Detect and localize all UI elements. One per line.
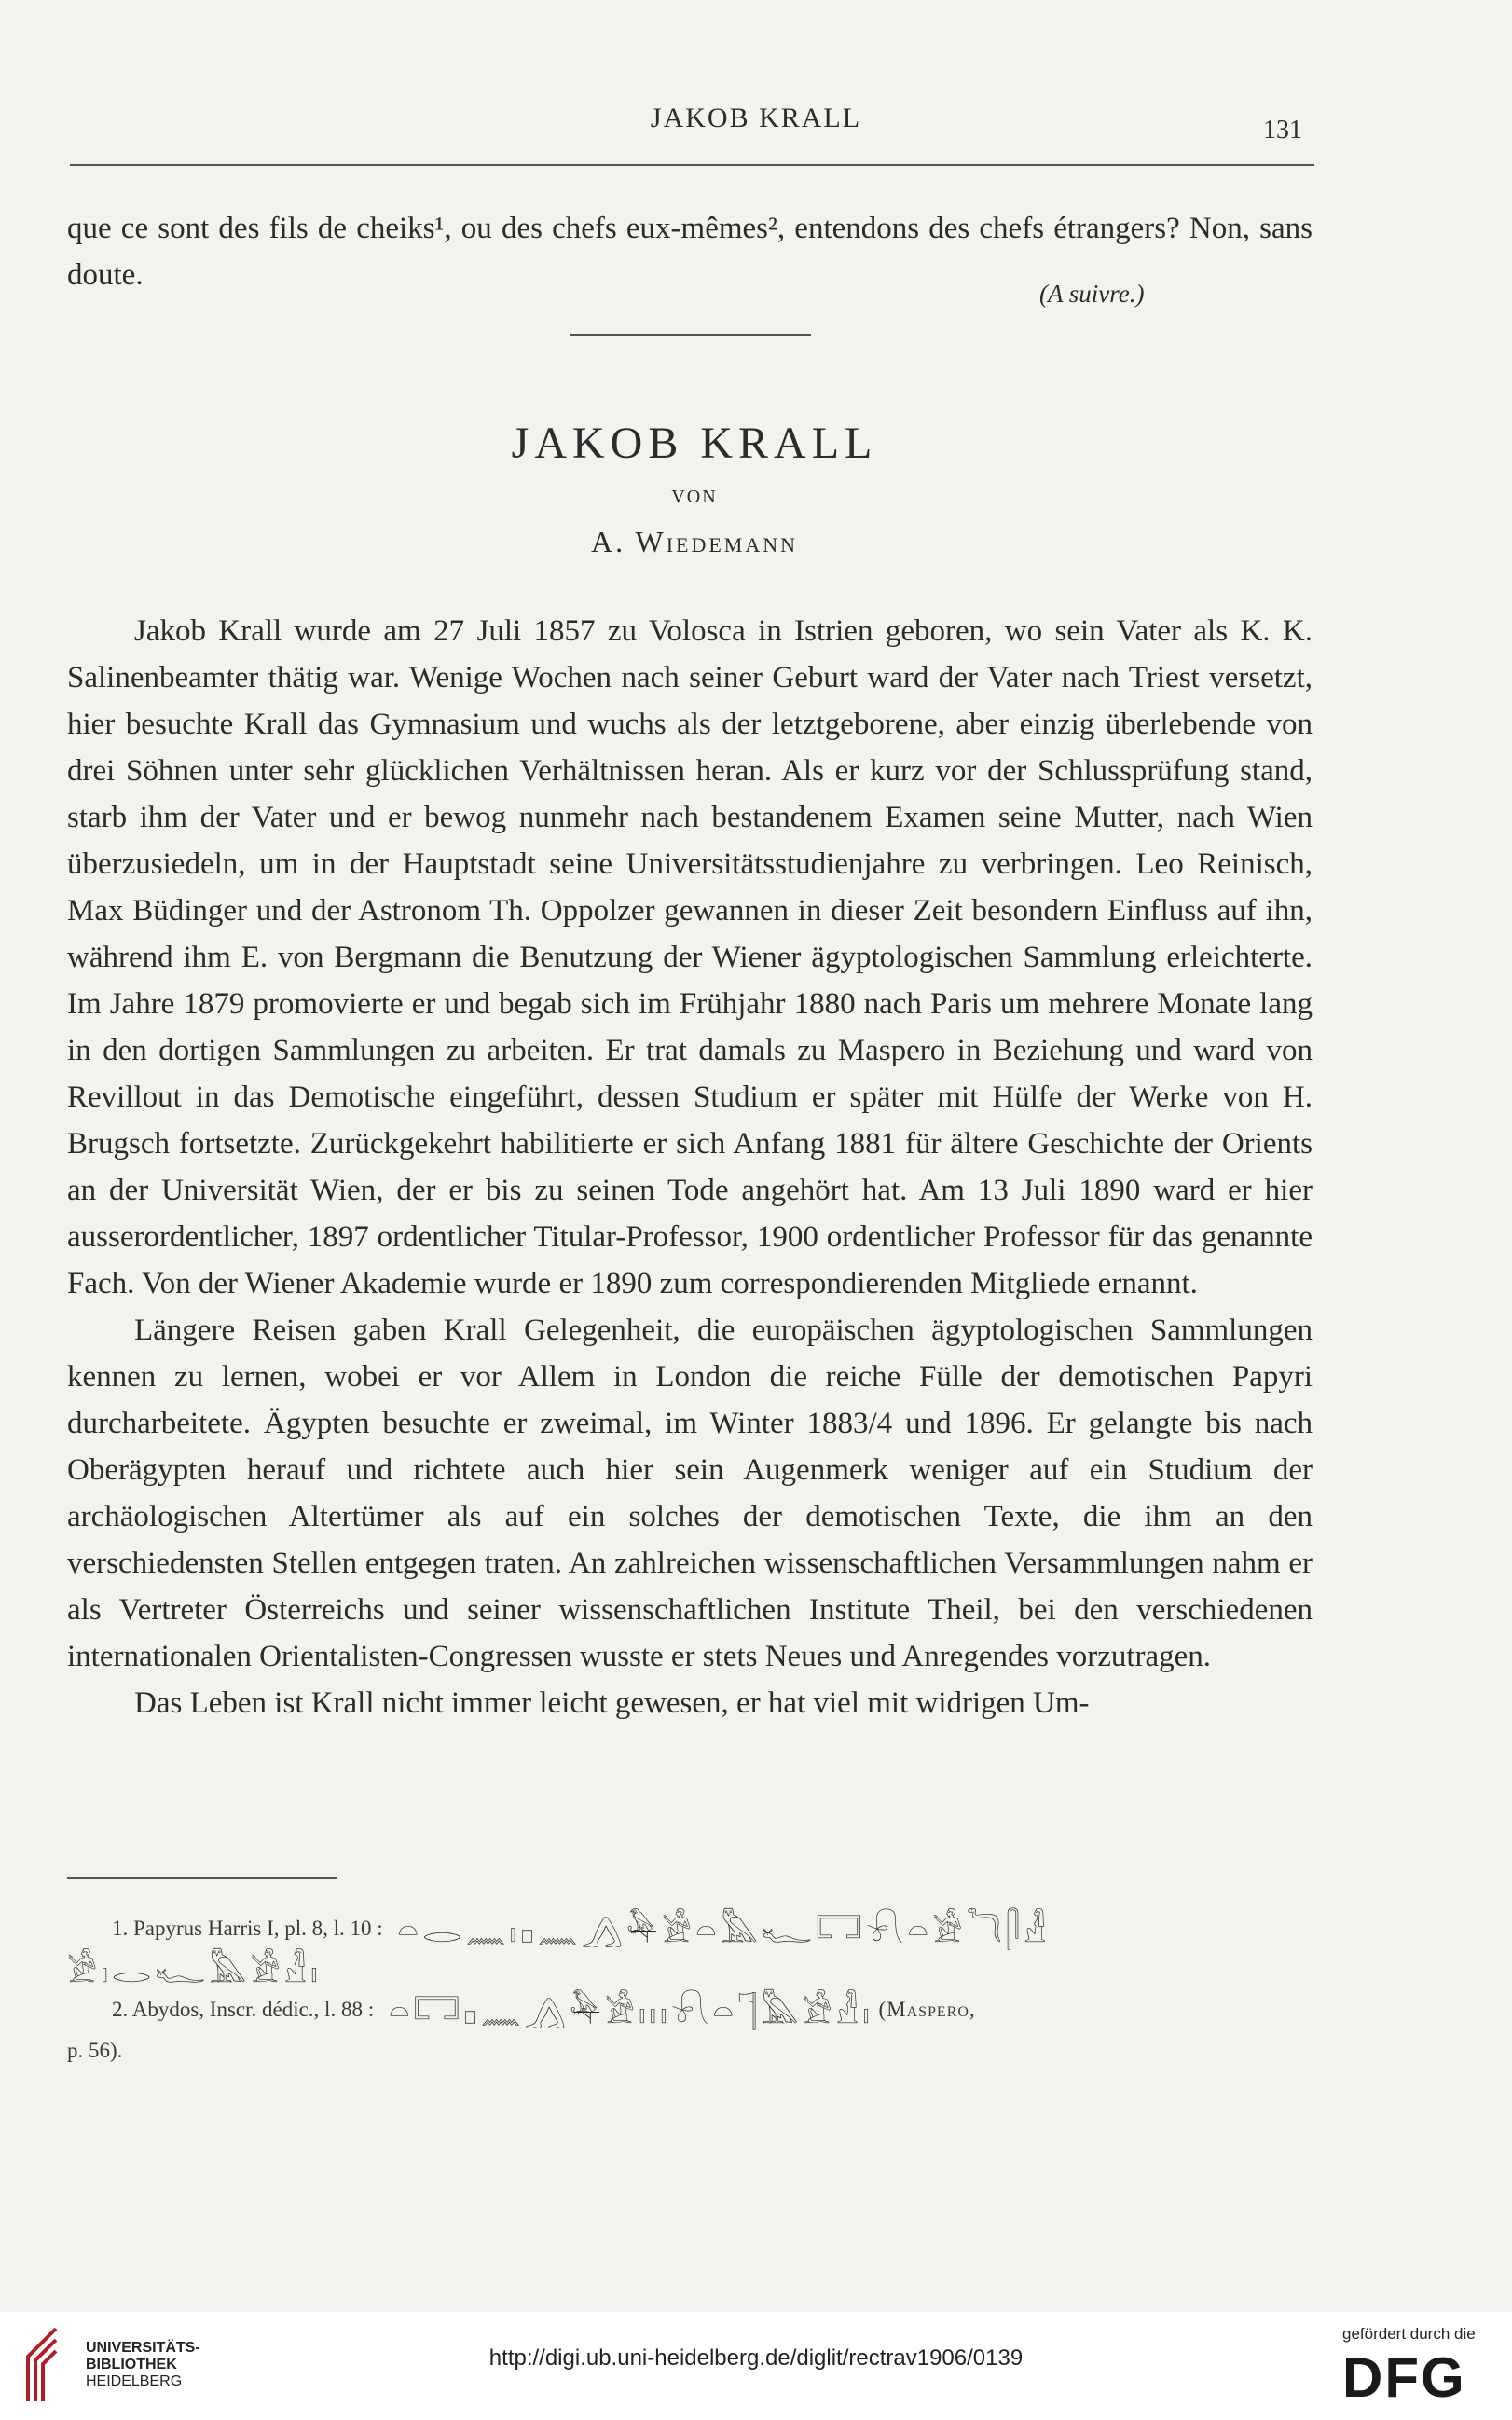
hieroglyph-text: 𓏏𓉐𓊪𓈖𓂻𓅆𓀀𓏤𓏤𓏤𓍯𓏏𓊹𓅓𓀀𓁐𓏤 <box>388 1993 873 2031</box>
dfg-logo: DFG <box>1342 2346 1466 2409</box>
permalink-url[interactable]: http://digi.ub.uni-heidelberg.de/diglit/rectrav1906/0139 <box>488 2345 1024 2371</box>
library-line: BIBLIOTHEK <box>86 2357 177 2372</box>
byline-von: VON <box>671 487 718 507</box>
paragraph: Das Leben ist Krall nicht immer leicht gewesen, er hat viel mit widrigen Um- <box>134 1686 1090 1720</box>
footnote-1 <box>67 1909 1313 1990</box>
footnotes <box>67 1909 1313 2070</box>
footnote-reference-cont: p. 56). <box>67 2039 123 2063</box>
library-line: UNIVERSITÄTS- <box>86 2340 200 2356</box>
footnote-number: 1. <box>112 1917 129 1940</box>
footnote-rule <box>67 1877 337 1879</box>
header-rule <box>70 164 1314 166</box>
hieroglyph-text: 𓀀𓏤𓂋𓆑𓅓𓀀𓁐𓏤 <box>67 1952 322 1990</box>
footnote-number: 2. <box>112 1998 129 2022</box>
paragraph: Jakob Krall wurde am 27 Juli 1857 zu Volosca in Istrien geboren, wo sein Vater als K. K. Salinenbeamter thätig war. Wenige Wochen nach seiner Geburt ward der Vater nach Triest versetzt, hier besuchte Krall das Gymnasium und wuchs als der letztgeborene, aber einzig überlebende von drei Söhnen unter sehr glücklichen Verhältnissen heran. Als er kurz vor der Schlussprüfung stand, starb ihm der Vater und er bewog nunmehr nach bestandenem Examen seine Mutter, nach Wien überzusiedeln, um in der Hauptstadt seine Universitätsstudienjahre zu verbringen. Leo Reinisch, Max Büdinger und der Astronom Th. Oppolzer gewannen in dieser Zeit besondern Einfluss auf ihn, während ihm E. von Bergmann die Benutzung der Wiener ägyptologischen Sammlung erleichterte. Im Jahre 1879 promovierte er und begab sich im Frühjahr 1880 nach Paris um mehrere Monate lang in den dortigen Sammlungen zu arbeiten. Er trat damals zu Maspero in Beziehung und ward von Revillout in das Demotische eingeführt, dessen Studium er später mit Hülfe der Werke von H. Brugsch fortsetzte. Zurückgekehrt habilitierte er sich Anfang 1881 für ältere Geschichte der Orients an der Universität Wien, der er bis zu seinen Tode angehört hat. Am 13 Juli 1890 ward er hier ausserordentlicher, 1897 ordentlicher Titular-Professor, 1900 ordentlicher Professor für das genannte Fach. Von der Wiener Akademie wurde er 1890 zum correspondierenden Mitgliede ernannt. <box>67 614 1313 1300</box>
footnote-reference: (Maspero, <box>878 1998 976 2022</box>
page-number: 131 <box>1263 116 1302 144</box>
a-suivre-note: (A suivre.) <box>1039 280 1145 308</box>
hieroglyph-text: 𓏏𓂋𓈖𓏤𓊪𓈖𓂻𓅆𓀀𓏏𓅓𓆑𓉐𓍯𓏏𓀀𓆓𓋴𓁐 <box>397 1911 1051 1949</box>
running-head: JAKOB KRALL <box>650 103 862 133</box>
library-line: HEIDELBERG <box>86 2373 183 2389</box>
section-divider <box>570 334 811 336</box>
footnote-2 <box>67 1990 1313 2070</box>
footnote-source: Abydos, Inscr. dédic., l. 88 : <box>131 1998 375 2022</box>
previous-article-ending: que ce sont des fils de cheiks¹, ou des chefs eux-mêmes², entendons des chefs étrangers? Non, sans doute. <box>67 212 1313 292</box>
article-title: JAKOB KRALL <box>511 419 878 468</box>
paragraph: Längere Reisen gaben Krall Gelegenheit, die europäischen ägyptologischen Sammlungen kennen zu lernen, wobei er vor Allem in London die reiche Fülle der demotischen Papyri durcharbeitete. Ägypten besuchte er zweimal, im Winter 1883/4 und 1896. Er gelangte bis nach Oberägypten herauf und richtete auch hier sein Augenmerk weniger auf ein Studium der archäologischen Altertümer als auf ein solches der demotischen Texte, die ihm an den verschiedensten Stellen entgegen traten. An zahlreichen wissenschaftlichen Versammlungen nahm er als Vertreter Österreichs und seiner wissenschaftlichen Institute Theil, bei den verschiedenen internationalen Orientalisten-Congressen wusste er stets Neues und Anregendes vorzutragen. <box>67 1313 1313 1673</box>
footnote-source: Papyrus Harris I, pl. 8, l. 10 : <box>133 1917 383 1940</box>
article-body <box>67 608 1313 1726</box>
article-author: A. Wiedemann <box>590 525 799 558</box>
funded-by-label: gefördert durch die <box>1342 2325 1476 2343</box>
